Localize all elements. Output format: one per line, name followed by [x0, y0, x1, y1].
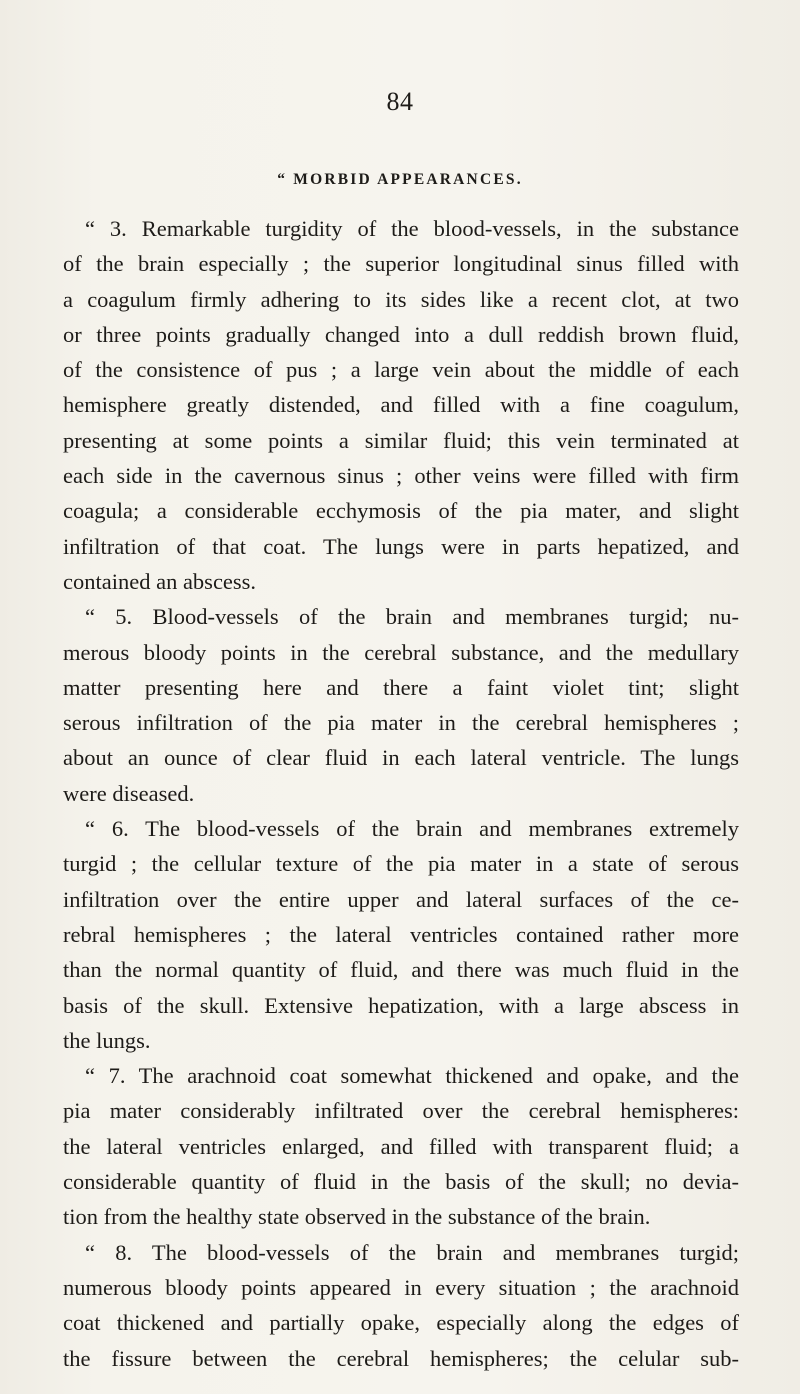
- text-line: coat thickened and partially opake, especially along the edges of: [63, 1310, 739, 1336]
- text-line: or three points gradually changed into a dull reddish brown fluid,: [63, 321, 739, 347]
- text-line: tion from the healthy state observed in the substance of the brain.: [63, 1204, 651, 1230]
- text-line: were diseased.: [63, 780, 195, 806]
- body-text: [63, 211, 739, 1376]
- text-line: hemisphere greatly distended, and filled with a fine coagulum,: [63, 392, 739, 418]
- text-line: serous infiltration of the pia mater in the cerebral hemispheres ;: [63, 710, 739, 736]
- text-line: of the consistence of pus ; a large vein about the middle of each: [63, 357, 739, 383]
- text-line: about an ounce of clear fluid in each lateral ventricle. The lungs: [63, 745, 739, 771]
- text-line: merous bloody points in the cerebral substance, and the medullary: [63, 639, 739, 665]
- text-line: rebral hemispheres ; the lateral ventricles contained rather more: [63, 921, 739, 947]
- paragraph-case-7: [63, 1058, 739, 1234]
- page-number: 84: [386, 87, 414, 116]
- text-line: considerable quantity of fluid in the basis of the skull; no devia-: [63, 1169, 739, 1195]
- text-line: the fissure between the cerebral hemispheres; the celular sub-: [63, 1345, 739, 1371]
- paragraph-case-3: [63, 211, 739, 599]
- text-line: “ 6. The blood-vessels of the brain and membranes extremely: [85, 816, 739, 842]
- text-line: than the normal quantity of fluid, and there was much fluid in the: [63, 957, 739, 983]
- text-line: numerous bloody points appeared in every situation ; the arachnoid: [63, 1274, 739, 1300]
- text-line: infiltration of that coat. The lungs were in parts hepatized, and: [63, 533, 739, 559]
- text-line: the lateral ventricles enlarged, and filled with transparent fluid; a: [63, 1133, 739, 1159]
- text-line: “ 7. The arachnoid coat somewhat thickened and opake, and the: [85, 1063, 739, 1089]
- text-line: turgid ; the cellular texture of the pia mater in a state of serous: [63, 851, 739, 877]
- paragraph-case-8: [63, 1235, 739, 1376]
- text-line: coagula; a considerable ecchymosis of the pia mater, and slight: [63, 498, 739, 524]
- paragraph-case-5: [63, 599, 739, 811]
- paragraph-case-6: [63, 811, 739, 1058]
- text-line: “ 3. Remarkable turgidity of the blood-vessels, in the substance: [85, 216, 739, 241]
- text-line: “ 8. The blood-vessels of the brain and membranes turgid;: [85, 1239, 739, 1265]
- text-line: basis of the skull. Extensive hepatization, with a large abscess in: [63, 992, 739, 1018]
- text-line: each side in the cavernous sinus ; other veins were filled with firm: [63, 463, 739, 489]
- text-line: of the brain especially ; the superior longitudinal sinus filled with: [63, 251, 739, 277]
- text-line: the lungs.: [63, 1027, 151, 1053]
- text-line: contained an abscess.: [63, 568, 257, 594]
- text-line: “ 5. Blood-vessels of the brain and membranes turgid; nu-: [85, 604, 739, 630]
- text-line: pia mater considerably infiltrated over the cerebral hemispheres:: [63, 1098, 739, 1124]
- text-line: a coagulum firmly adhering to its sides like a recent clot, at two: [63, 286, 739, 312]
- text-line: matter presenting here and there a faint violet tint; slight: [63, 674, 739, 700]
- text-line: presenting at some points a similar fluid; this vein terminated at: [63, 427, 739, 453]
- text-line: infiltration over the entire upper and lateral surfaces of the ce-: [63, 886, 739, 912]
- running-head: “ MORBID APPEARANCES.: [277, 171, 523, 188]
